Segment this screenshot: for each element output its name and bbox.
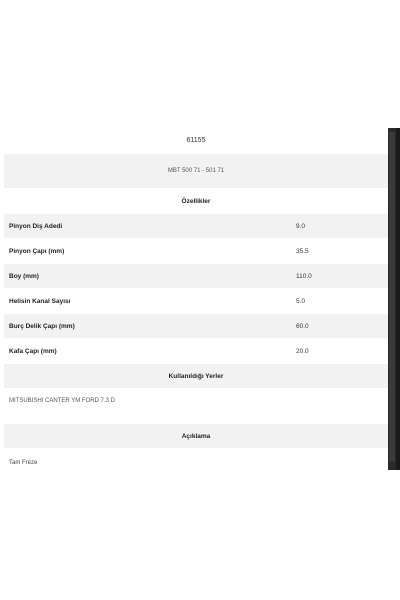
feature-label: Kafa Çapı (mm) bbox=[9, 347, 57, 355]
feature-label: Helisin Kanal Sayısı bbox=[9, 297, 71, 305]
features-heading-row bbox=[4, 189, 388, 214]
description-text: Tam Freze bbox=[9, 460, 38, 466]
description-heading-row bbox=[4, 424, 388, 449]
feature-value: 60.0 bbox=[296, 322, 309, 330]
feature-row bbox=[4, 339, 388, 364]
oem-numbers-row bbox=[4, 154, 388, 189]
usage-text: MITSUBISHI CANTER YM FORD 7.3 D bbox=[9, 398, 115, 404]
usage-heading: Kullanıldığı Yerler bbox=[168, 372, 224, 380]
feature-value: 110.0 bbox=[296, 272, 312, 280]
product-code-row bbox=[4, 128, 388, 154]
feature-value: 9.0 bbox=[296, 222, 306, 230]
feature-label: Pinyon Diş Adedi bbox=[9, 222, 63, 230]
feature-row bbox=[4, 239, 388, 264]
feature-row bbox=[4, 289, 388, 314]
scrollbar-thumb[interactable] bbox=[389, 132, 395, 462]
feature-label: Burç Delik Çapı (mm) bbox=[9, 322, 75, 330]
feature-label: Boy (mm) bbox=[9, 272, 39, 280]
description-heading: Açıklama bbox=[181, 432, 211, 440]
vertical-scrollbar[interactable] bbox=[388, 128, 396, 470]
features-heading: Özellikler bbox=[181, 197, 211, 205]
feature-row bbox=[4, 214, 388, 239]
usage-heading-row bbox=[4, 364, 388, 389]
feature-value: 5.0 bbox=[296, 297, 306, 305]
usage-row bbox=[4, 389, 388, 424]
feature-value: 35.5 bbox=[296, 247, 309, 255]
side-panel-edge bbox=[396, 128, 400, 470]
oem-numbers: MBT 500 71 - 501 71 bbox=[167, 168, 225, 174]
feature-value: 20.0 bbox=[296, 347, 309, 355]
feature-label: Pinyon Çapı (mm) bbox=[9, 247, 65, 255]
product-code: 61155 bbox=[186, 137, 206, 144]
feature-row bbox=[4, 314, 388, 339]
description-row bbox=[4, 449, 388, 471]
feature-row bbox=[4, 264, 388, 289]
product-spec-table bbox=[4, 128, 388, 471]
